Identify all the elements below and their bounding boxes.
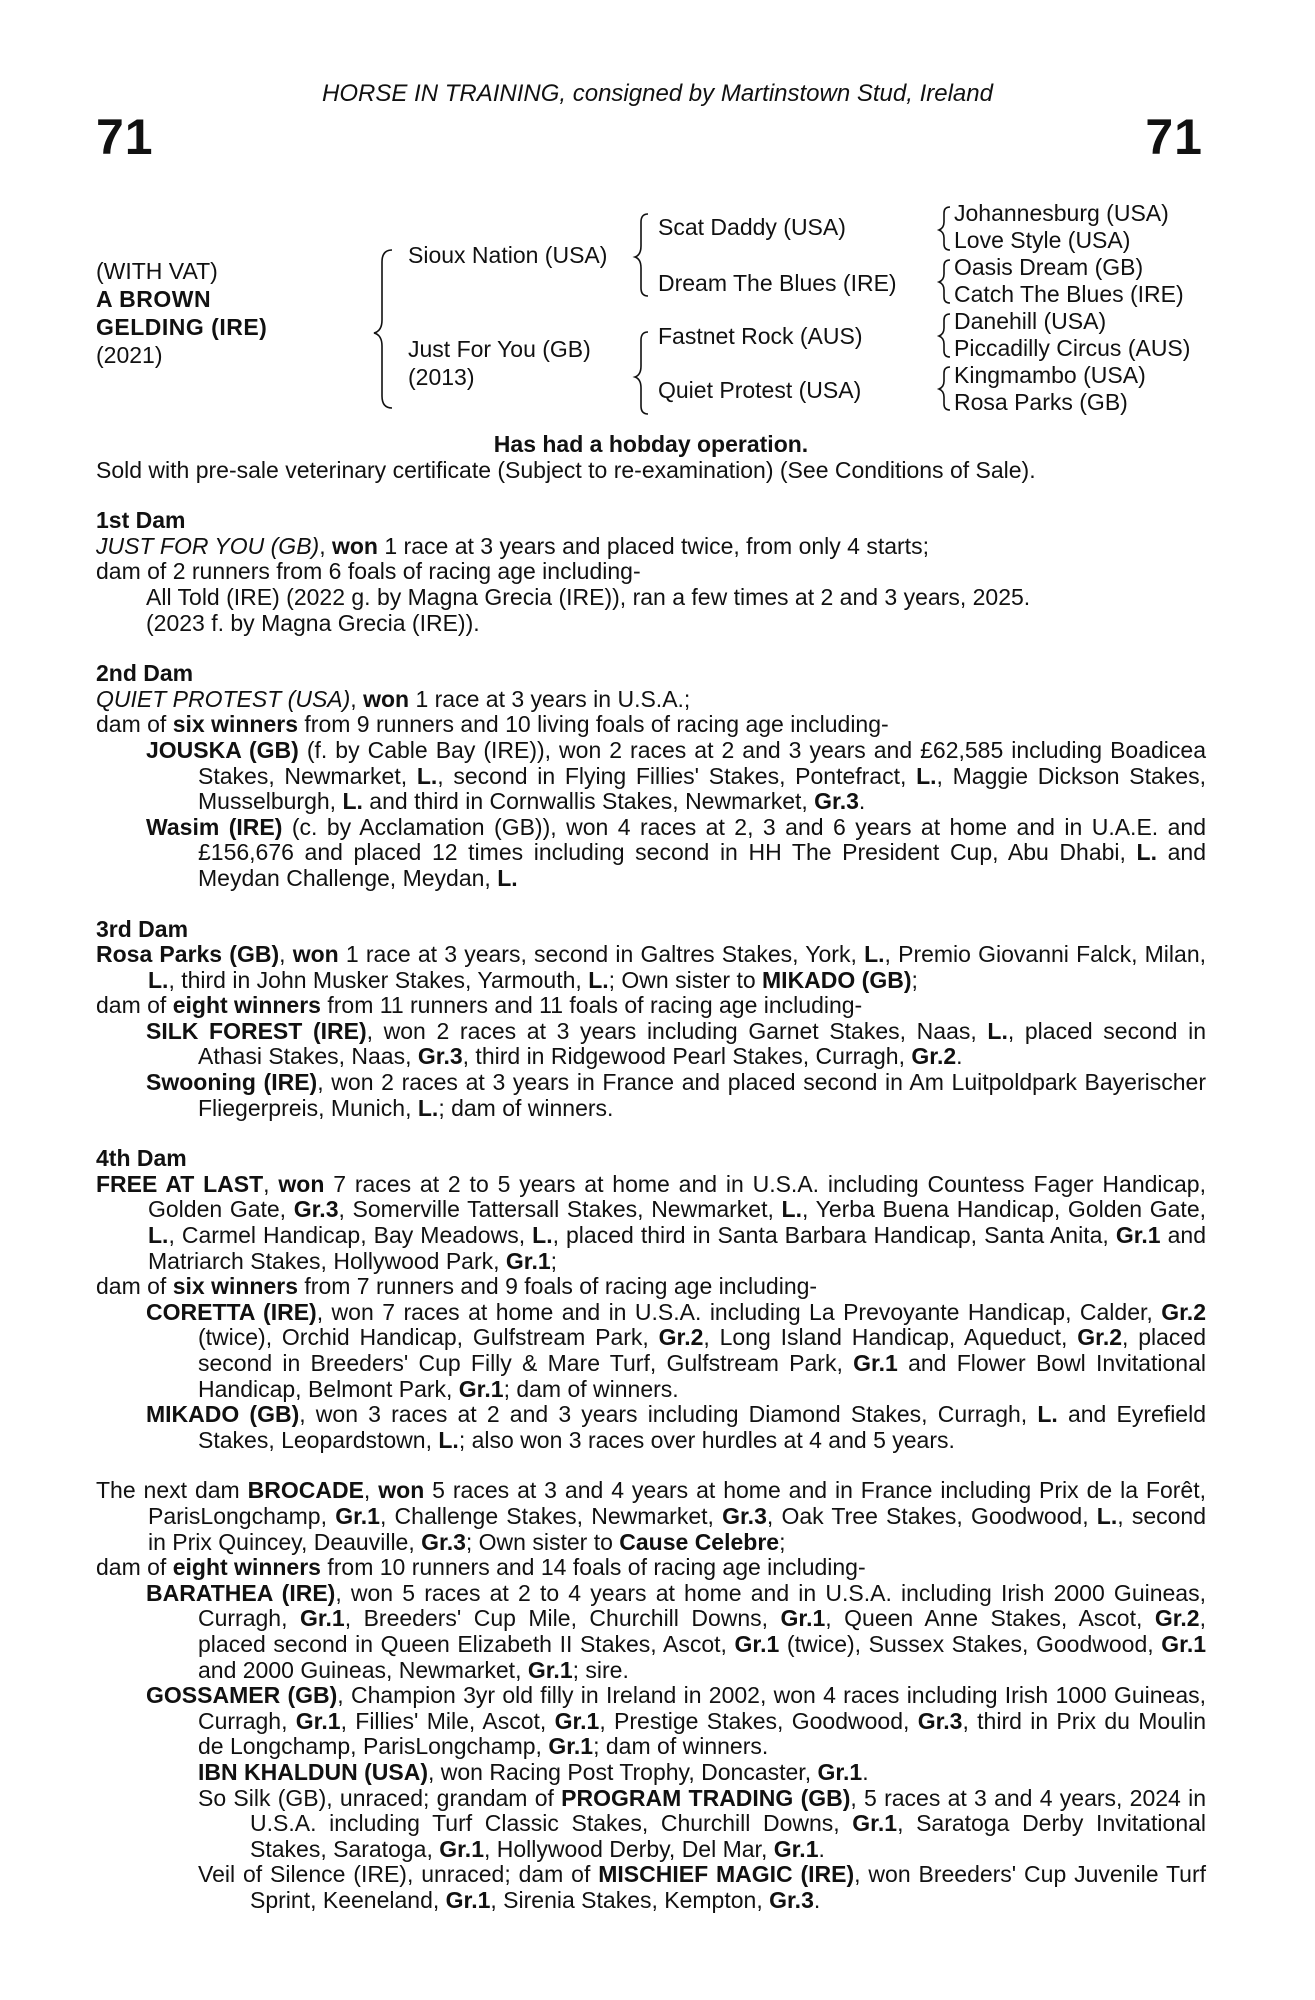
next-dam-record: The next dam BROCADE, won 5 races at 3 and 4 years at home and in France including Prix de la Forêt, ParisLongchamp, Gr.1, Challenge Stakes, Newmarket, Gr.3, Oak Tree Stakes, Goodwood, L., second in Prix Quincey, Deauville, Gr.3; Own sister to Cause Celebre; [96, 1477, 1207, 1555]
hobday-note: Has had a hobday operation. [493, 431, 809, 457]
first-dam-progeny-1: All Told (IRE) (2022 g. by Magna Grecia (IRE)), ran a few times at 2 and 3 years, 2025. [146, 583, 1031, 610]
vet-note: Sold with pre-sale veterinary certificate (Subject to re-examination) (See Conditions of Sale). [96, 456, 1036, 483]
next-dam-progeny-1: BARATHEA (IRE), won 5 races at 2 to 4 years at home and in U.S.A. including Irish 2000 Guineas, Curragh, Gr.1, Breeders' Cup Mile, Churchill Downs, Gr.1, Queen Anne Stakes, Ascot, Gr.2, placed second in Queen Elizabeth II Stakes, Ascot, Gr.1 (twice), Sussex Stakes, Goodwood, Gr.1 and 2000 Guineas, Newmarket, Gr.1; sire. [146, 1579, 1207, 1683]
fourth-dam-heading: 4th Dam [96, 1145, 187, 1172]
second-dam-progeny-1: JOUSKA (GB) (f. by Cable Bay (IRE)), won 2 races at 2 and 3 years and £62,585 including Boadicea Stakes, Newmarket, L., second in Flying Fillies' Stakes, Pontefract, L., Maggie Dickson Stakes, Musselburgh, L. and third in Cornwallis Stakes, Newmarket, Gr.3. [146, 736, 1206, 815]
fourth-dam-record: FREE AT LAST, won 7 races at 2 to 5 years at home and in U.S.A. including Countess Fager Handicap, Golden Gate, Gr.3, Somerville Tattersall Stakes, Newmarket, L., Yerba Buena Handicap, Golden Gate, L., Carmel Handicap, Bay Meadows, L., placed third in Santa Barbara Handicap, Santa Anita, Gr.1 and Matriarch Stakes, Hollywood Park, Gr.1; [96, 1170, 1206, 1274]
vat-note: (WITH VAT) [96, 258, 218, 284]
pedigree-dam: Just For You (GB) [408, 336, 591, 362]
fourth-dam-produce: dam of six winners from 7 runners and 9 foals of racing age including- [96, 1273, 818, 1300]
third-dam-record: Rosa Parks (GB), won 1 race at 3 years, second in Galtres Stakes, York, L., Premio Giovanni Falck, Milan, L., third in John Musker Stakes, Yarmouth, L.; Own sister to MIKADO (GB); [96, 941, 1207, 993]
lot-number-left: 71 [96, 109, 154, 165]
horse-foaling-year: (2021) [96, 342, 163, 368]
third-dam-heading: 3rd Dam [96, 915, 189, 942]
first-dam-heading: 1st Dam [96, 507, 186, 534]
pedigree-sire-dam: Dream The Blues (IRE) [658, 270, 897, 296]
pedigree-g3-2: Love Style (USA) [954, 227, 1131, 253]
next-dam-grandprogeny-3: Veil of Silence (IRE), unraced; dam of MISCHIEF MAGIC (IRE), won Breeders' Cup Juvenile Turf Sprint, Keeneland, Gr.1, Sirenia Stakes, Kempton, Gr.3. [198, 1861, 1206, 1913]
fourth-dam-progeny-1: CORETTA (IRE), won 7 races at home and in U.S.A. including La Prevoyante Handicap, Calder, Gr.2 (twice), Orchid Handicap, Gulfstream Park, Gr.2, Long Island Handicap, Aqueduct, Gr.2, placed second in Breeders' Cup Filly & Mare Turf, Gulfstream Park, Gr.1 and Flower Bowl Invitational Handicap, Belmont Park, Gr.1; dam of winners. [146, 1298, 1206, 1402]
next-dam-grandprogeny-2: So Silk (GB), unraced; grandam of PROGRAM TRADING (GB), 5 races at 3 and 4 years, 2024 in U.S.A. including Turf Classic Stakes, Churchill Downs, Gr.1, Saratoga Derby Invitational Stakes, Saratoga, Gr.1, Hollywood Derby, Del Mar, Gr.1. [198, 1784, 1207, 1862]
second-dam-produce: dam of six winners from 9 runners and 10 living foals of racing age including- [96, 711, 889, 738]
pedigree-dam-sire: Fastnet Rock (AUS) [658, 323, 863, 349]
first-dam-name: JUST FOR YOU (GB) [96, 532, 320, 559]
second-dam-record: QUIET PROTEST (USA), won 1 race at 3 years in U.S.A.; [96, 685, 691, 712]
pedigree-sire-sire: Scat Daddy (USA) [658, 214, 846, 240]
pedigree-g3-5: Danehill (USA) [954, 308, 1107, 334]
first-dam-produce: dam of 2 runners from 6 foals of racing age including- [96, 558, 641, 585]
pedigree-sire: Sioux Nation (USA) [408, 242, 608, 268]
pedigree-g3-3: Oasis Dream (GB) [954, 254, 1144, 280]
horse-colour-sex: A BROWN [96, 286, 212, 312]
first-dam-progeny-2: (2023 f. by Magna Grecia (IRE)). [146, 609, 480, 636]
pedigree-g3-8: Rosa Parks (GB) [954, 389, 1128, 415]
horse-sex-country: GELDING (IRE) [96, 314, 268, 340]
lot-number-right: 71 [1145, 109, 1203, 165]
next-dam-progeny-2: GOSSAMER (GB), Champion 3yr old filly in Ireland in 2002, won 4 races including Irish 1000 Guineas, Curragh, Gr.1, Fillies' Mile, Ascot, Gr.1, Prestige Stakes, Goodwood, Gr.3, third in Prix du Moulin de Longchamp, ParisLongchamp, Gr.1; dam of winners. [146, 1682, 1207, 1760]
third-dam-produce: dam of eight winners from 11 runners and 11 foals of racing age including- [96, 992, 863, 1019]
pedigree-g3-1: Johannesburg (USA) [954, 200, 1169, 226]
third-dam-progeny-2: Swooning (IRE), won 2 races at 3 years in France and placed second in Am Luitpoldpark Bayerischer Fliegerpreis, Munich, L.; dam of winners. [146, 1069, 1206, 1121]
pedigree-dam-year: (2013) [408, 364, 475, 390]
pedigree-g3-6: Piccadilly Circus (AUS) [954, 335, 1191, 361]
pedigree-g3-4: Catch The Blues (IRE) [954, 281, 1184, 307]
pedigree-dam-dam: Quiet Protest (USA) [658, 377, 862, 403]
next-dam-grandprogeny-1: IBN KHALDUN (USA), won Racing Post Trophy, Doncaster, Gr.1. [198, 1758, 869, 1785]
next-dam-produce: dam of eight winners from 10 runners and 14 foals of racing age including- [96, 1554, 866, 1581]
fourth-dam-progeny-2: MIKADO (GB), won 3 races at 2 and 3 years including Diamond Stakes, Curragh, L. and Eyrefield Stakes, Leopardstown, L.; also won 3 races over hurdles at 4 and 5 years. [146, 1401, 1206, 1453]
second-dam-name: QUIET PROTEST (USA) [96, 685, 351, 712]
second-dam-heading: 2nd Dam [96, 660, 194, 687]
second-dam-progeny-2: Wasim (IRE) (c. by Acclamation (GB)), won 4 races at 2, 3 and 6 years at home and in U.A.E. and £156,676 and placed 12 times including second in HH The President Cup, Abu Dhabi, L. and Meydan Challenge, Meydan, L. [146, 813, 1206, 891]
pedigree-g3-7: Kingmambo (USA) [954, 362, 1146, 388]
catalogue-body [96, 432, 1206, 1913]
third-dam-progeny-1: SILK FOREST (IRE), won 2 races at 3 years including Garnet Stakes, Naas, L., placed second in Athasi Stakes, Naas, Gr.3, third in Ridgewood Pearl Stakes, Curragh, Gr.2. [146, 1017, 1206, 1070]
first-dam-record: JUST FOR YOU (GB), won 1 race at 3 years and placed twice, from only 4 starts; [96, 532, 929, 559]
header-title: HORSE IN TRAINING, consigned by Martinstown Stud, Ireland [322, 80, 993, 107]
